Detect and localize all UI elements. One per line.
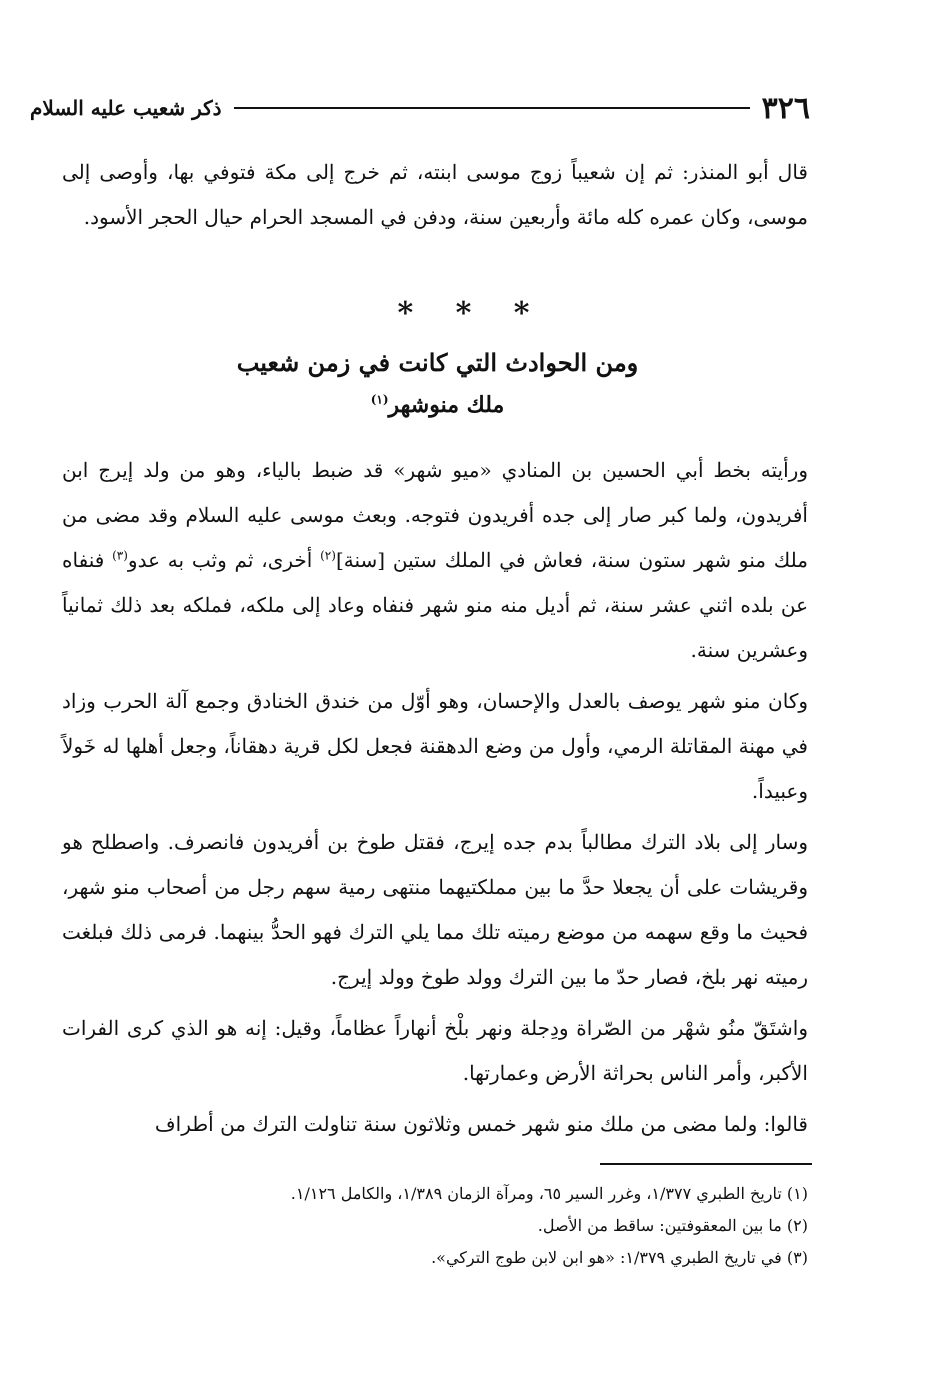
paragraph-4: واشتَقّ منُو شهْر من الصّراة ودِجلة ونهر بلْخ أنهاراً عظاماً، وقيل: إنه هو الذي كرى الفرات الأكبر، وأمر الناس بحراثة الأرض وعمارتها. [62,1016,808,1085]
footnotes [62,1178,808,1274]
intro-text: قال أبو المنذر: ثم إن شعيباً زوج موسى ابنته، ثم خرج إلى مكة فتوفي بها، وأوصى إلى موسى، وكان عمره كله مائة وأربعين سنة، ودفن في المسجد الحرام حيال الحجر الأسود. [62,160,808,229]
page-header [30,88,810,128]
paragraph-1-part-a: ورأيته بخط أبي الحسين بن المنادي «ميو شهر» قد ضبط بالياء، وهو من ولد إيرج ابن أفريدون، ولما كبر صار إلى جده أفريدون فتوجه. وبعث موسى عليه السلام وقد مضى من ملك منو شهر ستون سنة، فعاش في الملك ستين [سنة] [62,458,808,572]
footnote-ref-1: (١) [370,392,389,407]
section-separator: * * * [397,296,546,331]
footnote-ref-3: (٣) [112,548,128,563]
footnote-ref-2: (٢) [320,548,336,563]
paragraph-1-part-b: أخرى، ثم وثب به عدو [127,548,321,572]
header-rule [234,107,750,109]
running-title: ذكر شعيب عليه السلام [30,96,222,120]
page-number: ٣٢٦ [761,90,810,126]
footnote-3: (٣) في تاريخ الطبري ١/٣٧٩: «هو ابن لابن طوج التركي». [431,1248,808,1267]
section-subtitle [0,392,875,418]
footnote-rule [600,1163,812,1165]
intro-paragraph [62,150,808,240]
footnote-1: (١) تاريخ الطبري ١/٣٧٧، وغرر السير ٦٥، ومرآة الزمان ١/٣٨٩، والكامل ١/١٢٦. [290,1184,808,1203]
paragraph-3: وسار إلى بلاد الترك مطالباً بدم جده إيرج، فقتل طوخ بن أفريدون فانصرف. واصطلح هو وقريشات على أن يجعلا حدَّ ما بين مملكتيهما منتهى رمية سهم رجل من أصحاب منو شهر، فحيث ما وقع سهمه من موضع رميته تلك مما يلي الترك فهو الحدُّ بينهما. فرمى ذلك فبلغت رميته نهر بلخ، فصار حدّ ما بين الترك وولد طوخ وولد إيرج. [62,830,808,989]
subtitle-text: ملك منوشهر [388,392,505,418]
paragraph-1 [62,448,808,673]
paragraph-2: وكان منو شهر يوصف بالعدل والإحسان، وهو أوّل من خندق الخنادق وجمع آلة الحرب وزاد في مهنة المقاتلة الرمي، وأول من وضع الدهقنة فجعل لكل قرية دهقاناً، وجعل أهلها له خَولاً وعبيداً. [62,689,808,803]
paragraph-5: قالوا: ولما مضى من ملك منو شهر خمس وثلاثون سنة تناولت الترك من أطراف [154,1112,808,1136]
main-body [62,448,808,1147]
section-title: ومن الحوادث التي كانت في زمن شعيب [236,348,639,377]
footnote-2: (٢) ما بين المعقوفتين: ساقط من الأصل. [537,1216,808,1235]
paragraph-1-part-c: فنفاه عن بلده اثني عشر سنة، ثم أديل منه منو شهر فنفاه وعاد إلى ملكه، فملكه بعد ذلك ثمانياً وعشرين سنة. [62,548,808,662]
